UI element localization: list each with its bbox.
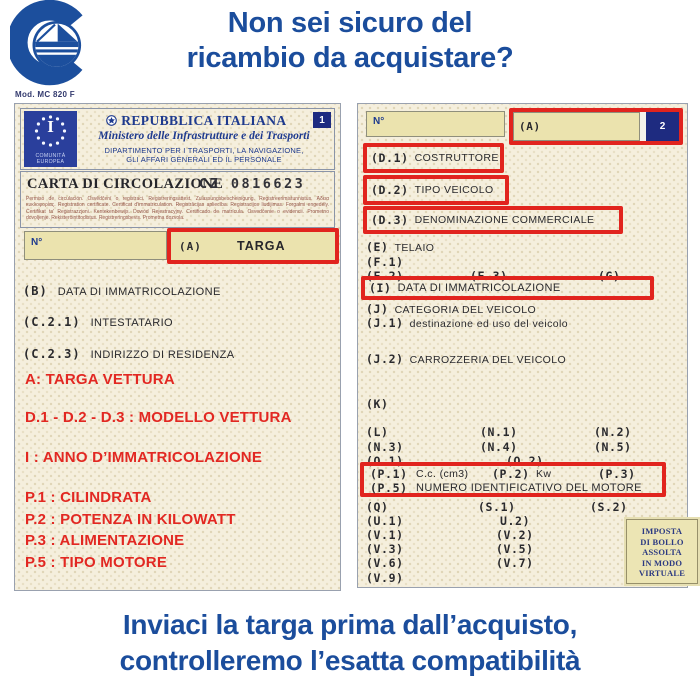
field-code: (F.3) (470, 269, 508, 283)
field-code: (B) (23, 284, 48, 298)
field-code: (D.1) (371, 151, 409, 165)
field-label: Kw (536, 468, 552, 480)
field-code: (N.4) (480, 440, 518, 454)
stamp-line: DI BOLLO (640, 536, 684, 547)
field-code: (J.1) (366, 316, 404, 330)
annotation-p2: P.2 : POTENZA IN KILOWATT (25, 511, 236, 528)
n-field-label: N° (31, 237, 43, 248)
field-label: TIPO VEICOLO (414, 184, 494, 196)
field-label: NUMERO IDENTIFICATIVO DEL MOTORE (416, 482, 642, 494)
annotation-anno: I : ANNO D’IMMATRICOLAZIONE (25, 449, 263, 466)
field-row-c21 (23, 315, 173, 329)
highlight-row-d3 (363, 206, 623, 234)
field-code: (N.2) (594, 425, 632, 439)
field-label: CATEGORIA DEL VEICOLO (394, 304, 537, 316)
document-model-code: Mod. MC 820 F (15, 90, 75, 99)
tax-stamp-box (626, 519, 698, 584)
page-number-badge-1: 1 (313, 112, 331, 128)
targa-highlight-box (167, 228, 339, 264)
document-serial-number: CZ 0816623 (199, 176, 306, 192)
field-label: TELAIO (394, 242, 435, 254)
field-code: (G) (598, 269, 621, 283)
field-label: INTESTATARIO (90, 317, 173, 329)
footer-line2: controlleremo l’esatta compatibilità (119, 645, 581, 676)
field-code: (O.2) (506, 454, 544, 468)
field-label: destinazione ed uso del veicolo (409, 318, 568, 330)
document-page-1 (14, 103, 341, 591)
field-code: (V.2) (496, 528, 534, 542)
field-code: (P.2) (492, 467, 530, 481)
field-label: DATA DI IMMATRICOLAZIONE (57, 286, 221, 298)
field-label: DATA DI IMMATRICOLAZIONE (397, 282, 561, 294)
multilingual-text: Permiso de circulación. Osvědčení o registraci. Registreringsattest. Zulassungsbescheinigung. Registreerimistunnistus. Άδεια κυκλοφορίας. Registration certificate. Certificat d'immatriculation. Registrācijas apliecība. Registracijos liudijimas. Forgalmi engedély. Ċertifikat ta' Reġistrazzjoni. Kentekenbewijs. Dowód Rejestracyjny. Certificado de matrícula. Osvedčenie o evidencii. Prometno dovoljenje. Rekisteröintitodistus. Registreringsbevis. Prometna dozvola. (26, 196, 329, 222)
n-number-field (366, 111, 505, 137)
field-row-j2 (366, 352, 566, 366)
field-code: (V.6) (366, 556, 404, 570)
field-code: (I) (369, 281, 392, 295)
field-code: (V.1) (366, 528, 404, 542)
eu-flag-emblem-icon (24, 111, 77, 167)
field-row-e (366, 240, 434, 254)
field-row-k (366, 397, 389, 411)
n-number-field (24, 231, 167, 260)
department-line-1: DIPARTIMENTO PER I TRASPORTI, LA NAVIGAZIONE, (104, 146, 304, 155)
annotation-p5: P.5 : TIPO MOTORE (25, 554, 168, 571)
field-label: COSTRUTTORE (414, 152, 499, 164)
annotation-p1: P.1 : CILINDRATA (25, 489, 152, 506)
field-code: (S.2) (590, 500, 628, 514)
field-code: U.2) (500, 514, 531, 528)
field-code: (F.1) (366, 255, 404, 269)
page-title-line1: Non sei sicuro del (227, 7, 473, 39)
page-number-badge-2: 2 (646, 112, 679, 141)
field-code: (N.3) (366, 440, 404, 454)
field-code: (N.5) (594, 440, 632, 454)
targa-highlight-box-2 (509, 108, 683, 145)
field-label: DENOMINAZIONE COMMERCIALE (414, 214, 595, 226)
italy-emblem-icon (106, 115, 117, 126)
field-code: (V.7) (496, 556, 534, 570)
a-field-value: TARGA (237, 239, 286, 253)
field-row-q-s1-s2 (358, 500, 687, 514)
n-field-label: N° (373, 116, 385, 127)
field-code: (N.1) (480, 425, 518, 439)
field-row-n3-n4-n5 (358, 440, 687, 454)
field-code: (V.3) (366, 542, 404, 556)
annotation-p3: P.3 : ALIMENTAZIONE (25, 532, 185, 549)
field-code: (E) (366, 240, 389, 254)
field-row-c23 (23, 347, 234, 361)
eu-emblem-caption-2: EUROPEA (36, 159, 65, 165)
stamp-line: VIRTUALE (638, 568, 686, 579)
field-label: INDIRIZZO DI RESIDENZA (90, 349, 235, 361)
carta-title-box (20, 171, 335, 228)
field-code: (P.3) (598, 467, 636, 481)
department-line-2: GLI AFFARI GENERALI ED IL PERSONALE (126, 155, 282, 164)
field-code: (C.2.3) (23, 347, 81, 361)
field-row-j (366, 302, 536, 316)
a-field-code: (A) (519, 120, 541, 133)
eu-emblem-letter: I (47, 117, 54, 136)
page-title-line2: ricambio da acquistare? (186, 42, 514, 74)
page-title (40, 6, 660, 76)
highlight-row-d2 (363, 175, 509, 205)
highlight-row-d1 (363, 143, 504, 173)
republic-title-row (79, 113, 314, 129)
field-code: (D.2) (371, 183, 409, 197)
field-code: (S.1) (478, 500, 516, 514)
field-row-b (23, 284, 221, 298)
highlight-row-i (361, 276, 654, 300)
field-code: (C.2.1) (23, 315, 81, 329)
document-header-box (20, 108, 335, 170)
a-field-code: (A) (179, 240, 202, 253)
field-label: CARROZZERIA DEL VEICOLO (409, 354, 567, 366)
highlight-box-p (360, 462, 666, 497)
field-code: (Q) (366, 500, 389, 514)
field-code: (J) (366, 302, 389, 316)
field-label: C.c. (cm3) (416, 468, 469, 480)
field-code: (P.1) (370, 467, 408, 481)
field-code: (D.3) (371, 213, 409, 227)
field-row-f1 (366, 255, 404, 269)
annotation-modello: D.1 - D.2 - D.3 : MODELLO VETTURA (25, 409, 292, 426)
field-code: (V.9) (366, 571, 404, 585)
field-code: (J.2) (366, 352, 404, 366)
field-code: (K) (366, 397, 389, 411)
document-title: CARTA DI CIRCOLAZIONE (27, 176, 224, 192)
field-code: (V.5) (496, 542, 534, 556)
field-row-j1 (366, 316, 568, 330)
footer-line1: Inviaci la targa prima dall’acquisto, (122, 609, 578, 640)
field-code: (O.1) (366, 454, 404, 468)
field-code: (F.2) (366, 269, 404, 283)
stamp-line: IMPOSTA (641, 526, 683, 536)
footer-message (0, 607, 700, 679)
document-page-2 (357, 103, 688, 588)
ministry-title: Ministero delle Infrastrutture e dei Trasporti (98, 130, 310, 142)
stamp-line: IN MODO (641, 557, 683, 568)
field-code: (L) (366, 425, 389, 439)
field-row-l-n1-n2 (358, 425, 687, 439)
field-code: (P.5) (370, 481, 408, 495)
stamp-line: ASSOLTA (642, 547, 682, 558)
republic-title: REPUBBLICA ITALIANA (121, 113, 287, 128)
eu-emblem-caption-1: COMUNITÀ (35, 153, 66, 159)
annotation-targa: A: TARGA VETTURA (25, 371, 175, 388)
field-code: (U.1) (366, 514, 404, 528)
a-field (513, 112, 640, 141)
field-row-v9 (366, 571, 404, 585)
